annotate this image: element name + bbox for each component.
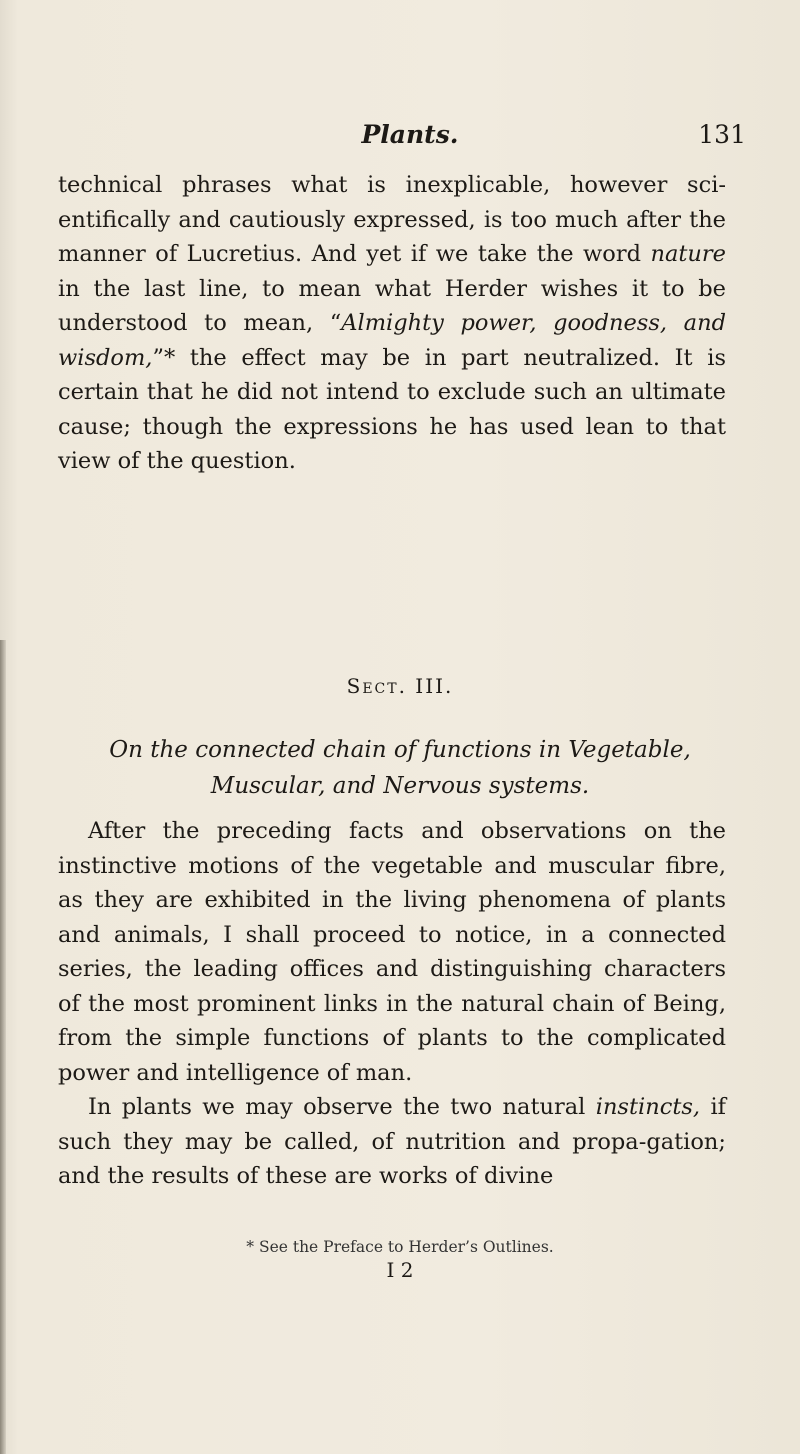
- section-heading: On the connected chain of functions in Vegetable, Muscular, and Nervous systems.: [109, 737, 691, 799]
- paragraph-3-text-a: In plants we may observe the two natural: [88, 1094, 596, 1120]
- paragraph-3: [58, 1090, 726, 1194]
- running-title: Plants.: [361, 120, 459, 149]
- emphasis-instincts: instincts,: [595, 1094, 701, 1120]
- paragraph-2: After the preceding facts and observations on the instinctive motions of the vegetable and muscular fibre, as they are exhibited in the living phenomena of plants and animals, I shall proceed to notice, in a connected series, the leading offices and distinguishing characters of the most prominent links in the natural chain of Being, from the simple functions of plants to the complicated power and intelligence of man.: [58, 818, 726, 1086]
- paragraph-1-text-b: in the last line, to mean what Herder wishes it to be understood to mean, “: [58, 275, 726, 336]
- section-label: Sect. III.: [346, 674, 454, 698]
- paragraph-1: [58, 168, 726, 479]
- signature-mark: I 2: [386, 1258, 414, 1282]
- page-number: 131: [698, 120, 746, 149]
- footnote: * See the Preface to Herder’s Outlines.: [246, 1238, 554, 1256]
- paragraph-1-text-a: technical phrases what is inexplicable, however sci-entifically and cautiously expressed, is too much after the manner of Lucretius. And yet if we take the word: [58, 172, 726, 267]
- paragraph-3-text-b: if such they may be called, of nutrition and propa-gation; and the results of these are works of divine: [58, 1094, 726, 1189]
- page-binding-shadow: [0, 640, 6, 1454]
- emphasis-nature: nature: [650, 241, 726, 267]
- page-header: [60, 118, 760, 158]
- paragraph-1-text-c: ”* the effect may be in part neutralized. It is certain that he did not intend to exclude such an ultimate cause; though the expressions he has used lean to that view of the question.: [58, 344, 726, 474]
- emphasis-almighty: Almighty power, goodness, and wisdom,: [58, 310, 726, 371]
- body-block-2: [58, 814, 726, 1194]
